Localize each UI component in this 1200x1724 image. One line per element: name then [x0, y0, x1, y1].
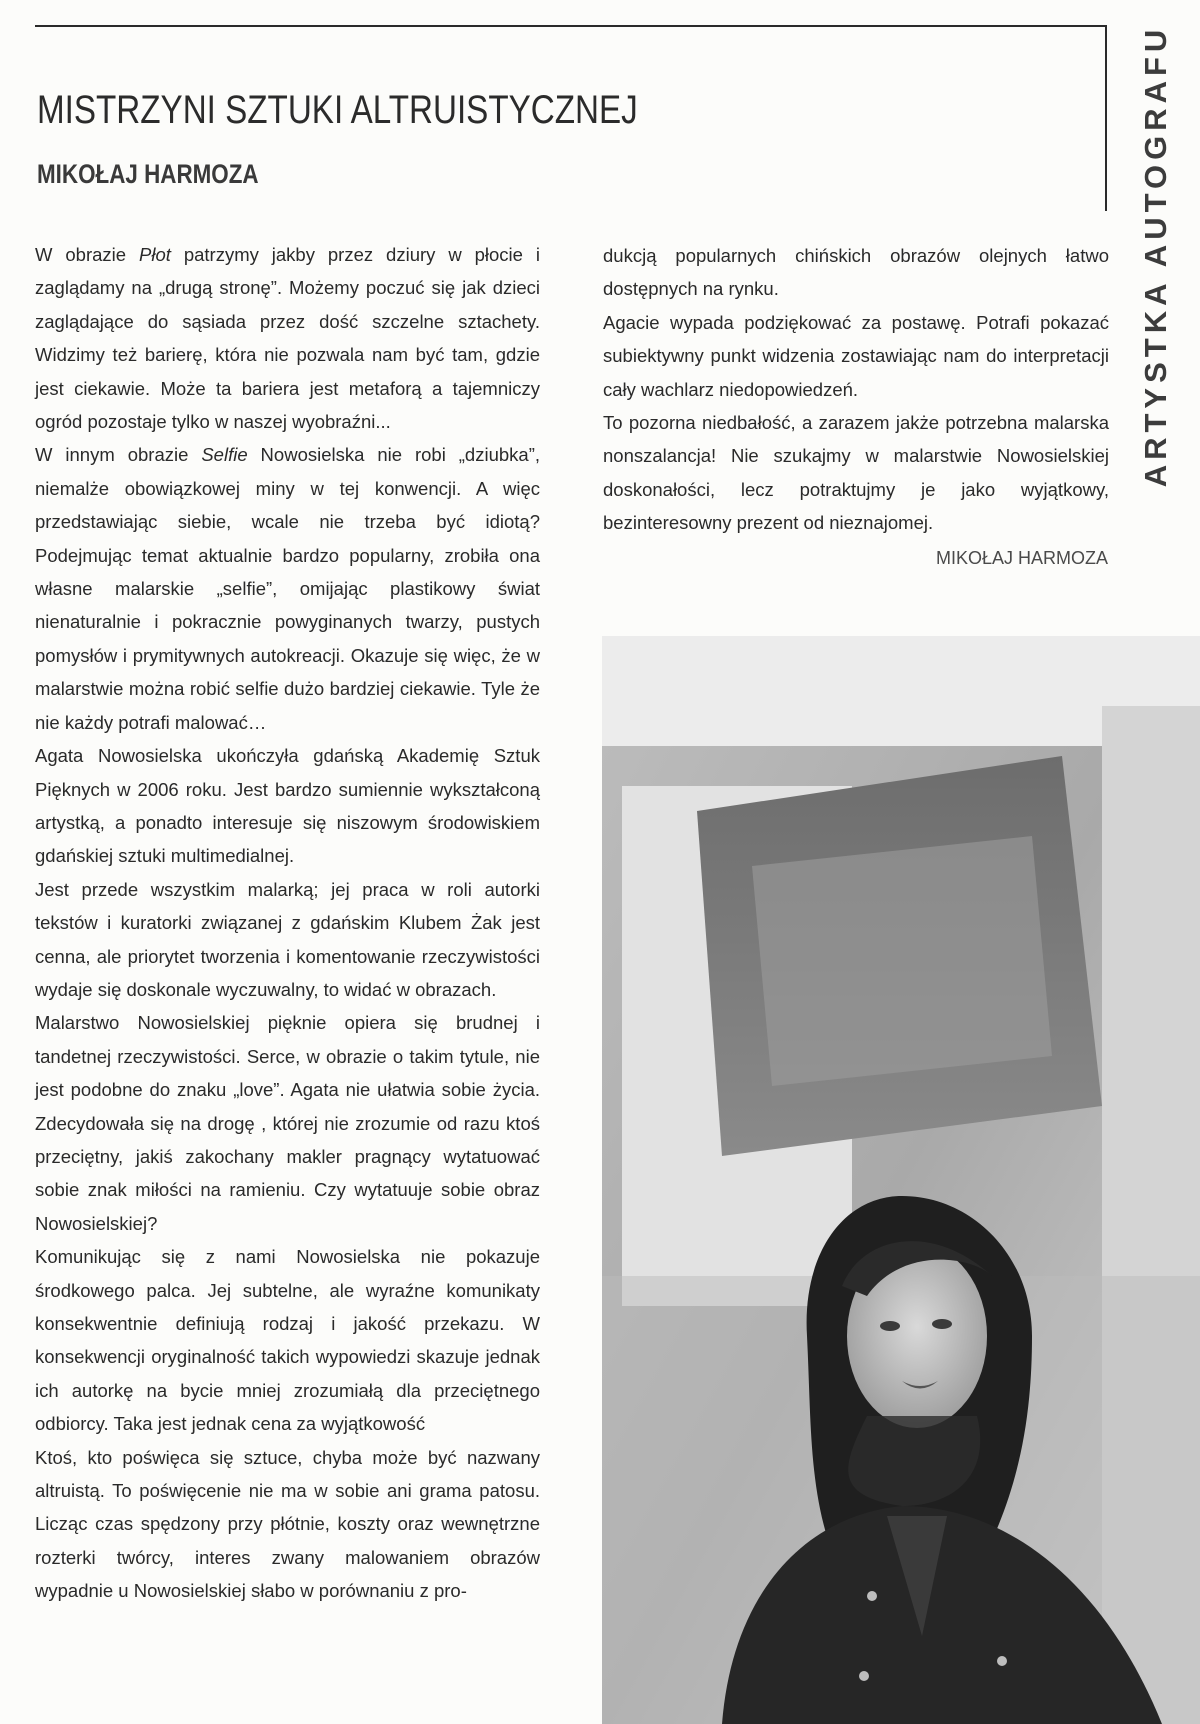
- signature: MIKOŁAJ HARMOZA: [935, 548, 1108, 568]
- paragraph: Malarstwo Nowosielskiej pięknie opiera się brudnej i tandetnej rzeczywistości. Serce, w obrazie o takim tytule, nie jest podobne do znaku „love”. Agata nie ułatwia sobie życia. Zdecydowała się na drogę , której nie zrozumie od razu ktoś przeciętny, jakiś zakochany makler pragnący wytatuować sobie znak miłości na ramieniu. Czy wytatuuje sobie obraz Nowosielskiej?: [35, 1012, 540, 1234]
- paragraph: W innym obrazie Selfie Nowosielska nie robi „dziubka”, niemalże obowiązkowej miny w tej konwencji. A więc przedstawiając siebie, wcale nie trzeba być idiotą? Podejmując temat aktualnie bardzo popularny, zrobiła ona własne malarskie „selfie”, omijając plastikowy świat nienaturalnie i pokracznie powyginanych twarzy, pustych pomysłów i prymitywnych autokreacji. Okazuje się więc, że w malarstwie można robić selfie dużo bardziej ciekawie. Tyle że nie każdy potrafi malować…: [35, 444, 541, 733]
- top-rule: [35, 25, 1106, 27]
- paragraph: Agacie wypada podziękować za postawę. Potrafi pokazać subiektywny punkt widzenia zostawiając nam do interpretacji cały wachlarz niedopowiedzeń.: [603, 311, 1109, 400]
- left-column: [35, 238, 540, 1608]
- artwork-title: Selfie: [201, 444, 248, 466]
- article-title: MISTRZYNI SZTUKI ALTRUISTYCZNEJ: [37, 88, 638, 132]
- section-label: ARTYSTKA AUTOGRAFU: [1138, 24, 1173, 488]
- paragraph: Jest przede wszystkim malarką; jej praca w roli autorki tekstów i kuratorki związanej z gdańskim Klubem Żak jest cenna, ale priorytet tworzenia i komentowanie rzeczywistości wydaje się doskonale wyczuwalny, to widać w obrazach.: [35, 878, 540, 1000]
- right-column: [603, 239, 1109, 540]
- paragraph: Ktoś, kto poświęca się sztuce, chyba może być nazwany altruistą. To poświęcenie nie ma w sobie ani grama patosu. Licząc czas spędzony przy płótnie, koszty oraz wewnętrzne rozterki twórcy, interes zwany malowaniem obrazów wypadnie u Nowosielskiej słabo w porównaniu z pro-: [35, 1446, 540, 1602]
- article-author: MIKOŁAJ HARMOZA: [37, 159, 259, 189]
- side-rule: [1105, 25, 1107, 211]
- artwork-title: Płot: [139, 244, 171, 265]
- artist-portrait-photo: [602, 636, 1200, 1724]
- paragraph: Agata Nowosielska ukończyła gdańską Akademię Sztuk Pięknych w 2006 roku. Jest bardzo sumiennie wykształconą artystką, a ponadto interesuje się niszowym środowiskiem gdańskiej sztuki multimedialnej.: [35, 745, 540, 867]
- paragraph: To pozorna niedbałość, a zarazem jakże potrzebna malarska nonszalancja! Nie szukajmy w malarstwie Nowosielskiej doskonałości, lecz potraktujmy je jako wyjątkowy, bezinteresowny prezent od nieznajomej.: [603, 412, 1109, 534]
- paragraph: Komunikując się z nami Nowosielska nie pokazuje środkowego palca. Jej subtelne, ale wyraźne komunikaty konsekwentnie definiują rodzaj i jakość przekazu. W konsekwencji oryginalność takich wypowiedzi skazuje jednak ich autorkę na bycie mniej zrozumiałą dla przeciętnego odbiorcy. Taka jest jednak cena za wyjątkowość: [35, 1246, 540, 1435]
- paragraph: W obrazie Płot patrzymy jakby przez dziury w płocie i zaglądamy na „drugą stronę”. Możemy poczuć się jak dzieci zaglądające do sąsiada przez dość szczelne sztachety. Widzimy też barierę, która nie pozwala nam być tam, gdzie jest ciekawie. Może ta bariera jest metaforą a tajemniczy ogród pozostaje tylko w naszej wyobraźni...: [35, 244, 540, 433]
- paragraph: dukcją popularnych chińskich obrazów olejnych łatwo dostępnych na rynku.: [603, 245, 1109, 300]
